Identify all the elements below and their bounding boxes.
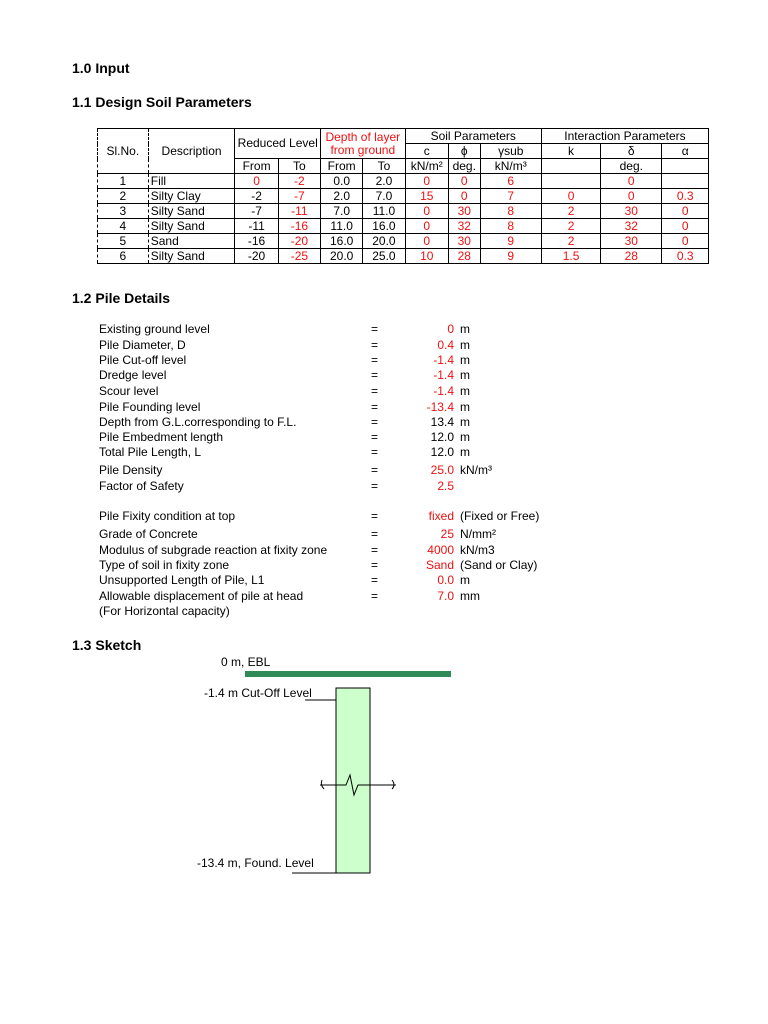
cell-k: 2: [541, 219, 600, 234]
header-delta: δ: [601, 144, 662, 159]
pile-detail-unit: m: [460, 353, 470, 367]
cell-gamma: 9: [480, 234, 541, 249]
pile-detail-unit: (Fixed or Free): [460, 509, 540, 523]
cell-d-to: 11.0: [363, 204, 405, 219]
unit-delta: deg.: [601, 159, 662, 174]
cell-d-from: 16.0: [321, 234, 363, 249]
cell-alpha: 0.3: [662, 189, 709, 204]
pile-detail-unit: m: [460, 338, 470, 352]
cell-rl-to: -2: [278, 174, 320, 189]
heading-input: 1.0 Input: [72, 60, 130, 76]
cell-rl-from: -20: [235, 249, 278, 264]
pile-detail-value: -13.4: [426, 400, 454, 414]
pile-detail-value: fixed: [428, 509, 454, 523]
equals-sign: =: [371, 338, 379, 352]
table-row: [98, 204, 709, 219]
unit-phi: deg.: [448, 159, 480, 174]
pile-detail-value: 12.0: [430, 430, 454, 444]
cell-k: 1.5: [541, 249, 600, 264]
cell-rl-from: -11: [235, 219, 278, 234]
cell-alpha: 0: [662, 204, 709, 219]
pile-detail-label: Depth from G.L.corresponding to F.L.: [99, 415, 297, 429]
equals-sign: =: [371, 573, 379, 587]
equals-sign: =: [371, 322, 379, 336]
unit-k: [541, 159, 600, 174]
pile-detail-value: 7.0: [437, 589, 454, 603]
cell-desc: Silty Clay: [148, 189, 235, 204]
cell-d-from: 0.0: [321, 174, 363, 189]
cell-no: 2: [98, 189, 149, 204]
equals-sign: =: [371, 479, 379, 493]
cell-rl-to: -11: [278, 204, 320, 219]
pile-detail-unit: m: [460, 415, 470, 429]
cell-phi: 32: [448, 219, 480, 234]
cell-k: 2: [541, 204, 600, 219]
cell-delta: 28: [601, 249, 662, 264]
cell-c: 0: [405, 204, 448, 219]
table-row: [98, 249, 709, 264]
cell-d-from: 2.0: [321, 189, 363, 204]
pile-detail-unit: m: [460, 400, 470, 414]
header-depth-to: To: [363, 159, 405, 174]
pile-detail-label: Scour level: [99, 384, 159, 398]
header-description: Description: [148, 129, 235, 174]
pile-detail-label: Pile Density: [99, 463, 163, 477]
header-rl-to: To: [278, 159, 320, 174]
pile-detail-value: Sand: [425, 558, 454, 572]
cell-alpha: 0: [662, 219, 709, 234]
table-row: [98, 189, 709, 204]
header-depth: Depth of layer from ground: [321, 129, 406, 159]
cell-rl-to: -20: [278, 234, 320, 249]
cell-k: [541, 174, 600, 189]
cell-rl-from: 0: [235, 174, 278, 189]
pile-detail-label: Pile Diameter, D: [99, 338, 186, 352]
table-row: [98, 174, 709, 189]
pile-detail-label: Existing ground level: [99, 322, 210, 336]
pile-detail-label: Pile Founding level: [99, 400, 201, 414]
pile-detail-unit: m: [460, 573, 470, 587]
cell-d-to: 20.0: [363, 234, 405, 249]
break-line-symbol: [320, 775, 396, 795]
pile-detail-value: 25: [440, 527, 454, 541]
cell-delta: 30: [601, 204, 662, 219]
pile-detail-label: Dredge level: [99, 368, 167, 382]
sketch-cutoff-label: -1.4 m Cut-Off Level: [204, 686, 312, 700]
header-phi: ϕ: [448, 144, 480, 159]
cell-d-to: 7.0: [363, 189, 405, 204]
pile-detail-unit: mm: [460, 589, 480, 603]
pile-detail-label: Pile Fixity condition at top: [99, 509, 236, 523]
cell-delta: 0: [601, 189, 662, 204]
cell-alpha: [662, 174, 709, 189]
ground-line: [245, 671, 451, 677]
cell-phi: 30: [448, 204, 480, 219]
header-slno: Sl.No.: [98, 129, 149, 174]
pile-detail-value: -1.4: [433, 368, 454, 382]
equals-sign: =: [371, 384, 379, 398]
pile-detail-label: Factor of Safety: [99, 479, 184, 493]
cell-gamma: 8: [480, 204, 541, 219]
header-gamma: γsub: [480, 144, 541, 159]
cell-desc: Silty Sand: [148, 249, 235, 264]
pile-detail-label: Type of soil in fixity zone: [99, 558, 230, 572]
equals-sign: =: [371, 527, 379, 541]
pile-detail-value: 25.0: [430, 463, 454, 477]
table-row: [98, 234, 709, 249]
heading-soil-parameters: 1.1 Design Soil Parameters: [72, 94, 252, 110]
equals-sign: =: [371, 509, 379, 523]
pile-body: [336, 688, 370, 873]
pile-detail-value: 4000: [427, 543, 454, 557]
pile-detail-unit: m: [460, 445, 470, 459]
cell-no: 3: [98, 204, 149, 219]
cell-c: 15: [405, 189, 448, 204]
cell-rl-from: -16: [235, 234, 278, 249]
pile-detail-value: 0: [447, 322, 454, 336]
cell-gamma: 8: [480, 219, 541, 234]
break-line-symbol-right: [392, 780, 394, 789]
cell-phi: 30: [448, 234, 480, 249]
cell-phi: 0: [448, 174, 480, 189]
pile-detail-label: Pile Embedment length: [99, 430, 224, 444]
cell-desc: Fill: [148, 174, 235, 189]
cell-alpha: 0: [662, 234, 709, 249]
cell-rl-to: -7: [278, 189, 320, 204]
header-k: k: [541, 144, 600, 159]
cell-rl-to: -25: [278, 249, 320, 264]
cell-no: 4: [98, 219, 149, 234]
pile-detail-value: 13.4: [430, 415, 454, 429]
cell-desc: Silty Sand: [148, 204, 235, 219]
pile-detail-unit: m: [460, 384, 470, 398]
header-alpha: α: [662, 144, 709, 159]
soil-parameters-table: [97, 128, 709, 264]
equals-sign: =: [371, 445, 379, 459]
cell-d-from: 11.0: [321, 219, 363, 234]
pile-detail-label: Unsupported Length of Pile, L1: [99, 573, 265, 587]
cell-c: 0: [405, 234, 448, 249]
heading-pile-details: 1.2 Pile Details: [72, 290, 171, 306]
pile-detail-value: 0.0: [437, 573, 454, 587]
header-depth-from: From: [321, 159, 363, 174]
cell-k: 2: [541, 234, 600, 249]
header-reduced-level: Reduced Level: [235, 129, 321, 159]
equals-sign: =: [371, 368, 379, 382]
pile-detail-unit: N/mm²: [460, 527, 496, 541]
header-c: c: [405, 144, 448, 159]
cell-phi: 0: [448, 189, 480, 204]
cell-desc: Silty Sand: [148, 219, 235, 234]
cell-c: 0: [405, 219, 448, 234]
header-rl-from: From: [235, 159, 278, 174]
pile-detail-unit: m: [460, 430, 470, 444]
pile-detail-label: Modulus of subgrade reaction at fixity zone: [99, 543, 328, 557]
cell-rl-from: -2: [235, 189, 278, 204]
pile-detail-value: 12.0: [430, 445, 454, 459]
pile-detail-unit: m: [460, 368, 470, 382]
cell-c: 0: [405, 174, 448, 189]
unit-gamma: kN/m³: [480, 159, 541, 174]
equals-sign: =: [371, 400, 379, 414]
pile-detail-value: 0.4: [437, 338, 454, 352]
equals-sign: =: [371, 353, 379, 367]
cell-desc: Sand: [148, 234, 235, 249]
unit-c: kN/m²: [405, 159, 448, 174]
sketch-ebl-label: 0 m, EBL: [221, 655, 271, 669]
pile-detail-value: -1.4: [433, 353, 454, 367]
cell-delta: 0: [601, 174, 662, 189]
unit-alpha: [662, 159, 709, 174]
cell-delta: 30: [601, 234, 662, 249]
pile-detail-label: Pile Cut-off level: [99, 353, 187, 367]
pile-detail-value: -1.4: [433, 384, 454, 398]
cell-no: 1: [98, 174, 149, 189]
cell-phi: 28: [448, 249, 480, 264]
equals-sign: =: [371, 558, 379, 572]
pile-detail-unit: kN/m3: [460, 543, 495, 557]
cell-d-from: 7.0: [321, 204, 363, 219]
cell-d-to: 25.0: [363, 249, 405, 264]
pile-detail-label: Allowable displacement of pile at head: [99, 589, 304, 603]
cell-rl-to: -16: [278, 219, 320, 234]
equals-sign: =: [371, 415, 379, 429]
equals-sign: =: [371, 463, 379, 477]
pile-detail-unit: kN/m³: [460, 463, 492, 477]
header-soil-params: Soil Parameters: [405, 129, 541, 144]
cell-d-from: 20.0: [321, 249, 363, 264]
break-line-symbol-lower: [321, 780, 324, 789]
cell-gamma: 6: [480, 174, 541, 189]
table-row: [98, 219, 709, 234]
cell-gamma: 7: [480, 189, 541, 204]
cell-no: 6: [98, 249, 149, 264]
cell-gamma: 9: [480, 249, 541, 264]
cell-rl-from: -7: [235, 204, 278, 219]
pile-detail-label: Total Pile Length, L: [99, 445, 202, 459]
cell-no: 5: [98, 234, 149, 249]
cell-c: 10: [405, 249, 448, 264]
equals-sign: =: [371, 589, 379, 603]
pile-detail-label: Grade of Concrete: [99, 527, 198, 541]
cell-d-to: 2.0: [363, 174, 405, 189]
equals-sign: =: [371, 430, 379, 444]
sketch-founding-label: -13.4 m, Found. Level: [197, 856, 314, 870]
cell-d-to: 16.0: [363, 219, 405, 234]
heading-sketch: 1.3 Sketch: [72, 637, 142, 653]
equals-sign: =: [371, 543, 379, 557]
cell-k: 0: [541, 189, 600, 204]
pile-detail-value: 2.5: [437, 479, 454, 493]
header-interaction: Interaction Parameters: [541, 129, 708, 144]
cell-alpha: 0.3: [662, 249, 709, 264]
cell-delta: 32: [601, 219, 662, 234]
pile-detail-unit: m: [460, 322, 470, 336]
pile-detail-unit: (Sand or Clay): [460, 558, 538, 572]
